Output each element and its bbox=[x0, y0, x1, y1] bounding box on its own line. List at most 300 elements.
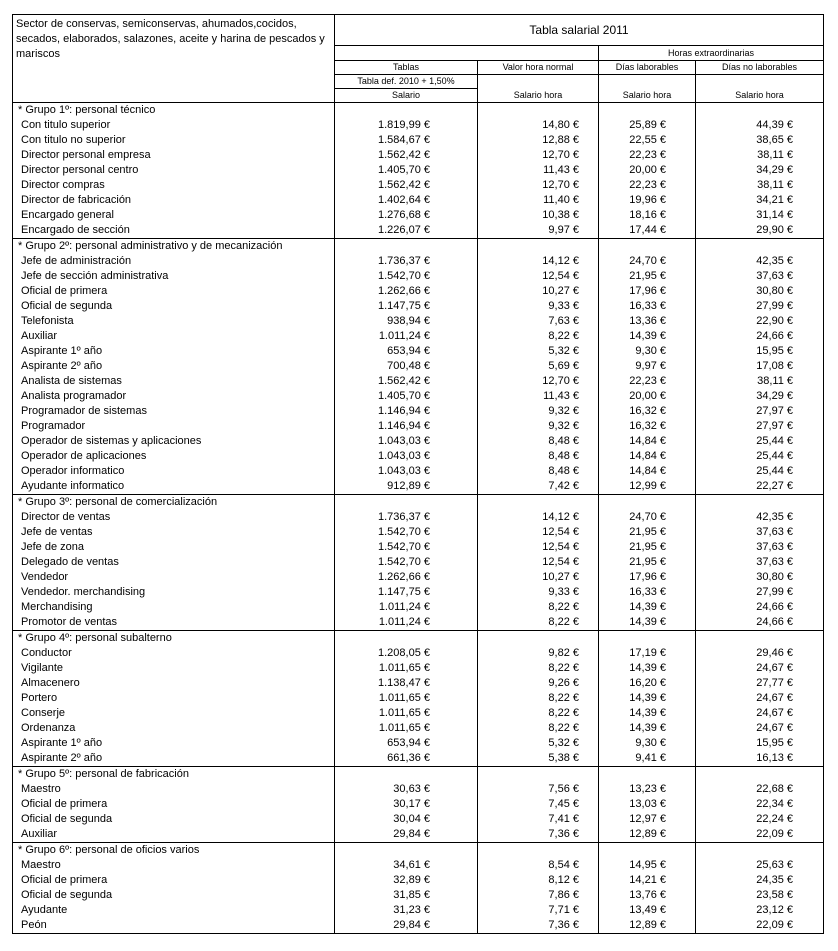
salario-cell: 1.043,03 € bbox=[335, 464, 478, 479]
valor-hora-cell: 12,54 € bbox=[478, 525, 599, 540]
category-name: Aspirante 1º año bbox=[13, 344, 335, 359]
group-empty-cell bbox=[478, 843, 599, 859]
group-header-row bbox=[13, 767, 824, 783]
group-header-row bbox=[13, 239, 824, 255]
valor-hora-cell: 8,54 € bbox=[478, 858, 599, 873]
header-row-title bbox=[13, 15, 824, 46]
table-row bbox=[13, 389, 824, 404]
table-row bbox=[13, 858, 824, 873]
laborables-cell: 12,97 € bbox=[599, 812, 696, 827]
category-name: Oficial de primera bbox=[13, 797, 335, 812]
valor-hora-cell: 14,12 € bbox=[478, 510, 599, 525]
salario-cell: 31,85 € bbox=[335, 888, 478, 903]
no-laborables-cell: 38,11 € bbox=[696, 178, 824, 193]
no-laborables-cell: 24,66 € bbox=[696, 329, 824, 344]
category-name: Director compras bbox=[13, 178, 335, 193]
salario-cell: 938,94 € bbox=[335, 314, 478, 329]
category-name: Oficial de segunda bbox=[13, 888, 335, 903]
salario-cell: 1.146,94 € bbox=[335, 404, 478, 419]
group-title: * Grupo 4º: personal subalterno bbox=[13, 631, 335, 647]
valor-hora-cell: 9,82 € bbox=[478, 646, 599, 661]
salario-cell: 31,23 € bbox=[335, 903, 478, 918]
valor-hora-cell: 7,42 € bbox=[478, 479, 599, 495]
valor-hora-cell: 7,56 € bbox=[478, 782, 599, 797]
valor-hora-cell: 7,63 € bbox=[478, 314, 599, 329]
category-name: Peón bbox=[13, 918, 335, 934]
header-empty-2 bbox=[478, 75, 599, 89]
table-row bbox=[13, 751, 824, 767]
group-title: * Grupo 1º: personal técnico bbox=[13, 103, 335, 119]
table-row bbox=[13, 600, 824, 615]
group-empty-cell bbox=[478, 239, 599, 255]
valor-hora-cell: 12,70 € bbox=[478, 148, 599, 163]
laborables-cell: 22,23 € bbox=[599, 178, 696, 193]
category-name: Programador bbox=[13, 419, 335, 434]
laborables-cell: 9,30 € bbox=[599, 344, 696, 359]
table-row bbox=[13, 706, 824, 721]
laborables-cell: 22,23 € bbox=[599, 374, 696, 389]
category-name: Ayudante bbox=[13, 903, 335, 918]
category-name: Oficial de segunda bbox=[13, 812, 335, 827]
table-row bbox=[13, 555, 824, 570]
no-laborables-cell: 24,67 € bbox=[696, 706, 824, 721]
valor-hora-cell: 9,32 € bbox=[478, 404, 599, 419]
laborables-cell: 14,39 € bbox=[599, 691, 696, 706]
laborables-cell: 17,96 € bbox=[599, 570, 696, 585]
laborables-cell: 16,32 € bbox=[599, 419, 696, 434]
category-name: Vendedor. merchandising bbox=[13, 585, 335, 600]
laborables-cell: 13,23 € bbox=[599, 782, 696, 797]
category-name: Merchandising bbox=[13, 600, 335, 615]
header-blank-cell bbox=[335, 46, 599, 61]
laborables-cell: 21,95 € bbox=[599, 555, 696, 570]
no-laborables-cell: 27,97 € bbox=[696, 404, 824, 419]
salario-cell: 32,89 € bbox=[335, 873, 478, 888]
table-row bbox=[13, 148, 824, 163]
salario-cell: 1.262,66 € bbox=[335, 284, 478, 299]
group-title: * Grupo 6º: personal de oficios varios bbox=[13, 843, 335, 859]
table-row bbox=[13, 404, 824, 419]
no-laborables-cell: 37,63 € bbox=[696, 555, 824, 570]
no-laborables-cell: 38,11 € bbox=[696, 148, 824, 163]
table-row bbox=[13, 163, 824, 178]
table-row bbox=[13, 676, 824, 691]
category-name: Jefe de administración bbox=[13, 254, 335, 269]
no-laborables-cell: 37,63 € bbox=[696, 269, 824, 284]
table-row bbox=[13, 661, 824, 676]
category-name: Encargado general bbox=[13, 208, 335, 223]
header-empty-3 bbox=[599, 75, 696, 89]
category-name: Director personal empresa bbox=[13, 148, 335, 163]
salario-cell: 1.011,65 € bbox=[335, 706, 478, 721]
salario-cell: 1.011,65 € bbox=[335, 691, 478, 706]
no-laborables-cell: 37,63 € bbox=[696, 525, 824, 540]
category-name: Aspirante 1º año bbox=[13, 736, 335, 751]
salario-cell: 653,94 € bbox=[335, 736, 478, 751]
header-dias-no-laborables: Días no laborables bbox=[696, 61, 824, 75]
valor-hora-cell: 12,88 € bbox=[478, 133, 599, 148]
laborables-cell: 25,89 € bbox=[599, 118, 696, 133]
category-name: Operador de sistemas y aplicaciones bbox=[13, 434, 335, 449]
header-valor-hora: Valor hora normal bbox=[478, 61, 599, 75]
table-row bbox=[13, 479, 824, 495]
salario-cell: 1.542,70 € bbox=[335, 555, 478, 570]
category-name: Conserje bbox=[13, 706, 335, 721]
salario-cell: 1.736,37 € bbox=[335, 254, 478, 269]
valor-hora-cell: 8,22 € bbox=[478, 600, 599, 615]
salario-cell: 1.011,65 € bbox=[335, 661, 478, 676]
laborables-cell: 21,95 € bbox=[599, 269, 696, 284]
valor-hora-cell: 12,54 € bbox=[478, 555, 599, 570]
no-laborables-cell: 42,35 € bbox=[696, 510, 824, 525]
no-laborables-cell: 31,14 € bbox=[696, 208, 824, 223]
category-name: Ordenanza bbox=[13, 721, 335, 736]
valor-hora-cell: 9,33 € bbox=[478, 299, 599, 314]
salario-cell: 1.736,37 € bbox=[335, 510, 478, 525]
group-empty-cell bbox=[478, 631, 599, 647]
salario-cell: 912,89 € bbox=[335, 479, 478, 495]
valor-hora-cell: 14,12 € bbox=[478, 254, 599, 269]
no-laborables-cell: 25,44 € bbox=[696, 434, 824, 449]
laborables-cell: 14,95 € bbox=[599, 858, 696, 873]
salario-cell: 1.562,42 € bbox=[335, 178, 478, 193]
laborables-cell: 20,00 € bbox=[599, 163, 696, 178]
category-name: Analista programador bbox=[13, 389, 335, 404]
laborables-cell: 14,39 € bbox=[599, 615, 696, 631]
laborables-cell: 9,97 € bbox=[599, 359, 696, 374]
laborables-cell: 12,99 € bbox=[599, 479, 696, 495]
table-row bbox=[13, 449, 824, 464]
group-empty-cell bbox=[599, 495, 696, 511]
category-name: Operador de aplicaciones bbox=[13, 449, 335, 464]
table-row bbox=[13, 284, 824, 299]
category-name: Oficial de primera bbox=[13, 284, 335, 299]
table-row bbox=[13, 888, 824, 903]
table-row bbox=[13, 133, 824, 148]
category-name: Jefe de zona bbox=[13, 540, 335, 555]
no-laborables-cell: 22,24 € bbox=[696, 812, 824, 827]
table-row bbox=[13, 193, 824, 208]
laborables-cell: 14,39 € bbox=[599, 721, 696, 736]
laborables-cell: 13,76 € bbox=[599, 888, 696, 903]
no-laborables-cell: 24,35 € bbox=[696, 873, 824, 888]
no-laborables-cell: 24,67 € bbox=[696, 721, 824, 736]
salario-cell: 29,84 € bbox=[335, 827, 478, 843]
laborables-cell: 9,41 € bbox=[599, 751, 696, 767]
group-title: * Grupo 3º: personal de comercialización bbox=[13, 495, 335, 511]
table-row bbox=[13, 223, 824, 239]
group-empty-cell bbox=[696, 495, 824, 511]
no-laborables-cell: 38,11 € bbox=[696, 374, 824, 389]
category-name: Vendedor bbox=[13, 570, 335, 585]
salario-cell: 1.011,24 € bbox=[335, 615, 478, 631]
table-row bbox=[13, 827, 824, 843]
valor-hora-cell: 5,38 € bbox=[478, 751, 599, 767]
header-salario-hora-1: Salario hora bbox=[478, 89, 599, 103]
no-laborables-cell: 37,63 € bbox=[696, 540, 824, 555]
category-name: Oficial de primera bbox=[13, 873, 335, 888]
group-empty-cell bbox=[335, 767, 478, 783]
laborables-cell: 13,36 € bbox=[599, 314, 696, 329]
valor-hora-cell: 7,45 € bbox=[478, 797, 599, 812]
header-dias-laborables: Días laborables bbox=[599, 61, 696, 75]
no-laborables-cell: 24,67 € bbox=[696, 691, 824, 706]
laborables-cell: 13,03 € bbox=[599, 797, 696, 812]
group-empty-cell bbox=[335, 495, 478, 511]
group-empty-cell bbox=[696, 103, 824, 119]
no-laborables-cell: 15,95 € bbox=[696, 344, 824, 359]
laborables-cell: 19,96 € bbox=[599, 193, 696, 208]
category-name: Telefonista bbox=[13, 314, 335, 329]
table-row bbox=[13, 329, 824, 344]
salario-cell: 1.011,24 € bbox=[335, 329, 478, 344]
laborables-cell: 16,32 € bbox=[599, 404, 696, 419]
no-laborables-cell: 22,09 € bbox=[696, 827, 824, 843]
category-name: Portero bbox=[13, 691, 335, 706]
category-name: Ayudante informatico bbox=[13, 479, 335, 495]
laborables-cell: 17,44 € bbox=[599, 223, 696, 239]
salario-cell: 1.819,99 € bbox=[335, 118, 478, 133]
salario-cell: 1.011,65 € bbox=[335, 721, 478, 736]
no-laborables-cell: 23,58 € bbox=[696, 888, 824, 903]
header-tabla-def: Tabla def. 2010 + 1,50% bbox=[335, 75, 478, 89]
no-laborables-cell: 30,80 € bbox=[696, 284, 824, 299]
laborables-cell: 16,33 € bbox=[599, 585, 696, 600]
table-title: Tabla salarial 2011 bbox=[335, 15, 824, 46]
salario-cell: 1.011,24 € bbox=[335, 600, 478, 615]
no-laborables-cell: 25,44 € bbox=[696, 449, 824, 464]
laborables-cell: 13,49 € bbox=[599, 903, 696, 918]
no-laborables-cell: 24,66 € bbox=[696, 600, 824, 615]
salario-cell: 1.542,70 € bbox=[335, 525, 478, 540]
no-laborables-cell: 27,99 € bbox=[696, 299, 824, 314]
valor-hora-cell: 12,54 € bbox=[478, 269, 599, 284]
group-empty-cell bbox=[696, 843, 824, 859]
valor-hora-cell: 8,22 € bbox=[478, 706, 599, 721]
valor-hora-cell: 10,38 € bbox=[478, 208, 599, 223]
salario-cell: 653,94 € bbox=[335, 344, 478, 359]
no-laborables-cell: 22,27 € bbox=[696, 479, 824, 495]
valor-hora-cell: 8,22 € bbox=[478, 691, 599, 706]
laborables-cell: 21,95 € bbox=[599, 525, 696, 540]
category-name: Analista de sistemas bbox=[13, 374, 335, 389]
category-name: Maestro bbox=[13, 858, 335, 873]
table-row bbox=[13, 812, 824, 827]
valor-hora-cell: 5,32 € bbox=[478, 736, 599, 751]
category-name: Delegado de ventas bbox=[13, 555, 335, 570]
no-laborables-cell: 22,90 € bbox=[696, 314, 824, 329]
group-empty-cell bbox=[335, 103, 478, 119]
no-laborables-cell: 27,97 € bbox=[696, 419, 824, 434]
table-row bbox=[13, 646, 824, 661]
no-laborables-cell: 34,29 € bbox=[696, 163, 824, 178]
valor-hora-cell: 8,22 € bbox=[478, 329, 599, 344]
salario-cell: 30,17 € bbox=[335, 797, 478, 812]
no-laborables-cell: 29,46 € bbox=[696, 646, 824, 661]
group-header-row bbox=[13, 103, 824, 119]
table-row bbox=[13, 525, 824, 540]
valor-hora-cell: 11,43 € bbox=[478, 163, 599, 178]
no-laborables-cell: 29,90 € bbox=[696, 223, 824, 239]
category-name: Oficial de segunda bbox=[13, 299, 335, 314]
valor-hora-cell: 8,22 € bbox=[478, 615, 599, 631]
valor-hora-cell: 9,33 € bbox=[478, 585, 599, 600]
table-row bbox=[13, 797, 824, 812]
group-empty-cell bbox=[696, 767, 824, 783]
category-name: Almacenero bbox=[13, 676, 335, 691]
table-row bbox=[13, 464, 824, 479]
laborables-cell: 14,39 € bbox=[599, 600, 696, 615]
group-empty-cell bbox=[599, 631, 696, 647]
laborables-cell: 17,19 € bbox=[599, 646, 696, 661]
salario-cell: 1.147,75 € bbox=[335, 299, 478, 314]
table-row bbox=[13, 782, 824, 797]
table-row bbox=[13, 873, 824, 888]
category-name: Director personal centro bbox=[13, 163, 335, 178]
group-empty-cell bbox=[599, 767, 696, 783]
group-empty-cell bbox=[599, 843, 696, 859]
category-name: Conductor bbox=[13, 646, 335, 661]
table-row bbox=[13, 736, 824, 751]
group-header-row bbox=[13, 495, 824, 511]
no-laborables-cell: 25,63 € bbox=[696, 858, 824, 873]
salary-table bbox=[12, 14, 824, 934]
salario-cell: 700,48 € bbox=[335, 359, 478, 374]
table-row bbox=[13, 299, 824, 314]
no-laborables-cell: 23,12 € bbox=[696, 903, 824, 918]
salario-cell: 1.276,68 € bbox=[335, 208, 478, 223]
valor-hora-cell: 8,22 € bbox=[478, 721, 599, 736]
group-header-row bbox=[13, 843, 824, 859]
no-laborables-cell: 30,80 € bbox=[696, 570, 824, 585]
no-laborables-cell: 44,39 € bbox=[696, 118, 824, 133]
group-title: * Grupo 5º: personal de fabricación bbox=[13, 767, 335, 783]
no-laborables-cell: 24,67 € bbox=[696, 661, 824, 676]
category-name: Aspirante 2º año bbox=[13, 359, 335, 374]
table-row bbox=[13, 585, 824, 600]
valor-hora-cell: 5,32 € bbox=[478, 344, 599, 359]
category-name: Con titulo superior bbox=[13, 118, 335, 133]
no-laborables-cell: 17,08 € bbox=[696, 359, 824, 374]
no-laborables-cell: 27,99 € bbox=[696, 585, 824, 600]
salario-cell: 1.542,70 € bbox=[335, 540, 478, 555]
category-name: Jefe de sección administrativa bbox=[13, 269, 335, 284]
table-row bbox=[13, 510, 824, 525]
table-row bbox=[13, 374, 824, 389]
group-empty-cell bbox=[335, 631, 478, 647]
salario-cell: 34,61 € bbox=[335, 858, 478, 873]
laborables-cell: 14,84 € bbox=[599, 464, 696, 479]
salario-cell: 1.402,64 € bbox=[335, 193, 478, 208]
category-name: Aspirante 2º año bbox=[13, 751, 335, 767]
valor-hora-cell: 10,27 € bbox=[478, 570, 599, 585]
no-laborables-cell: 22,34 € bbox=[696, 797, 824, 812]
category-name: Auxiliar bbox=[13, 329, 335, 344]
no-laborables-cell: 16,13 € bbox=[696, 751, 824, 767]
laborables-cell: 14,39 € bbox=[599, 661, 696, 676]
no-laborables-cell: 38,65 € bbox=[696, 133, 824, 148]
salary-table-body bbox=[13, 15, 824, 934]
table-row bbox=[13, 540, 824, 555]
category-name: Operador informatico bbox=[13, 464, 335, 479]
salario-cell: 30,63 € bbox=[335, 782, 478, 797]
group-empty-cell bbox=[478, 767, 599, 783]
laborables-cell: 9,30 € bbox=[599, 736, 696, 751]
laborables-cell: 14,84 € bbox=[599, 434, 696, 449]
valor-hora-cell: 11,40 € bbox=[478, 193, 599, 208]
valor-hora-cell: 12,70 € bbox=[478, 374, 599, 389]
no-laborables-cell: 24,66 € bbox=[696, 615, 824, 631]
table-row bbox=[13, 721, 824, 736]
salario-cell: 1.405,70 € bbox=[335, 163, 478, 178]
valor-hora-cell: 12,54 € bbox=[478, 540, 599, 555]
no-laborables-cell: 22,09 € bbox=[696, 918, 824, 934]
laborables-cell: 14,39 € bbox=[599, 706, 696, 721]
category-name: Jefe de ventas bbox=[13, 525, 335, 540]
no-laborables-cell: 25,44 € bbox=[696, 464, 824, 479]
category-name: Maestro bbox=[13, 782, 335, 797]
table-row bbox=[13, 178, 824, 193]
laborables-cell: 14,84 € bbox=[599, 449, 696, 464]
category-name: Director de fabricación bbox=[13, 193, 335, 208]
category-name: Con titulo no superior bbox=[13, 133, 335, 148]
no-laborables-cell: 42,35 € bbox=[696, 254, 824, 269]
valor-hora-cell: 12,70 € bbox=[478, 178, 599, 193]
laborables-cell: 22,55 € bbox=[599, 133, 696, 148]
no-laborables-cell: 34,21 € bbox=[696, 193, 824, 208]
table-row bbox=[13, 118, 824, 133]
valor-hora-cell: 7,86 € bbox=[478, 888, 599, 903]
category-name: Programador de sistemas bbox=[13, 404, 335, 419]
table-row bbox=[13, 359, 824, 374]
valor-hora-cell: 9,26 € bbox=[478, 676, 599, 691]
laborables-cell: 24,70 € bbox=[599, 254, 696, 269]
group-empty-cell bbox=[335, 239, 478, 255]
valor-hora-cell: 7,71 € bbox=[478, 903, 599, 918]
category-name: Director de ventas bbox=[13, 510, 335, 525]
group-empty-cell bbox=[478, 103, 599, 119]
category-name: Promotor de ventas bbox=[13, 615, 335, 631]
group-empty-cell bbox=[696, 239, 824, 255]
salario-cell: 1.262,66 € bbox=[335, 570, 478, 585]
valor-hora-cell: 10,27 € bbox=[478, 284, 599, 299]
group-empty-cell bbox=[599, 103, 696, 119]
table-row bbox=[13, 434, 824, 449]
valor-hora-cell: 8,22 € bbox=[478, 661, 599, 676]
table-row bbox=[13, 570, 824, 585]
valor-hora-cell: 9,32 € bbox=[478, 419, 599, 434]
valor-hora-cell: 14,80 € bbox=[478, 118, 599, 133]
table-row bbox=[13, 903, 824, 918]
table-row bbox=[13, 615, 824, 631]
table-row bbox=[13, 691, 824, 706]
laborables-cell: 14,39 € bbox=[599, 329, 696, 344]
header-salario-hora-2: Salario hora bbox=[599, 89, 696, 103]
table-row bbox=[13, 208, 824, 223]
salario-cell: 1.208,05 € bbox=[335, 646, 478, 661]
salario-cell: 1.584,67 € bbox=[335, 133, 478, 148]
valor-hora-cell: 9,97 € bbox=[478, 223, 599, 239]
no-laborables-cell: 15,95 € bbox=[696, 736, 824, 751]
no-laborables-cell: 34,29 € bbox=[696, 389, 824, 404]
salario-cell: 1.562,42 € bbox=[335, 148, 478, 163]
header-empty-4 bbox=[696, 75, 824, 89]
header-horas-extra: Horas extraordinarias bbox=[599, 46, 824, 61]
laborables-cell: 21,95 € bbox=[599, 540, 696, 555]
header-salario-hora-3: Salario hora bbox=[696, 89, 824, 103]
salario-cell: 1.405,70 € bbox=[335, 389, 478, 404]
valor-hora-cell: 8,48 € bbox=[478, 464, 599, 479]
